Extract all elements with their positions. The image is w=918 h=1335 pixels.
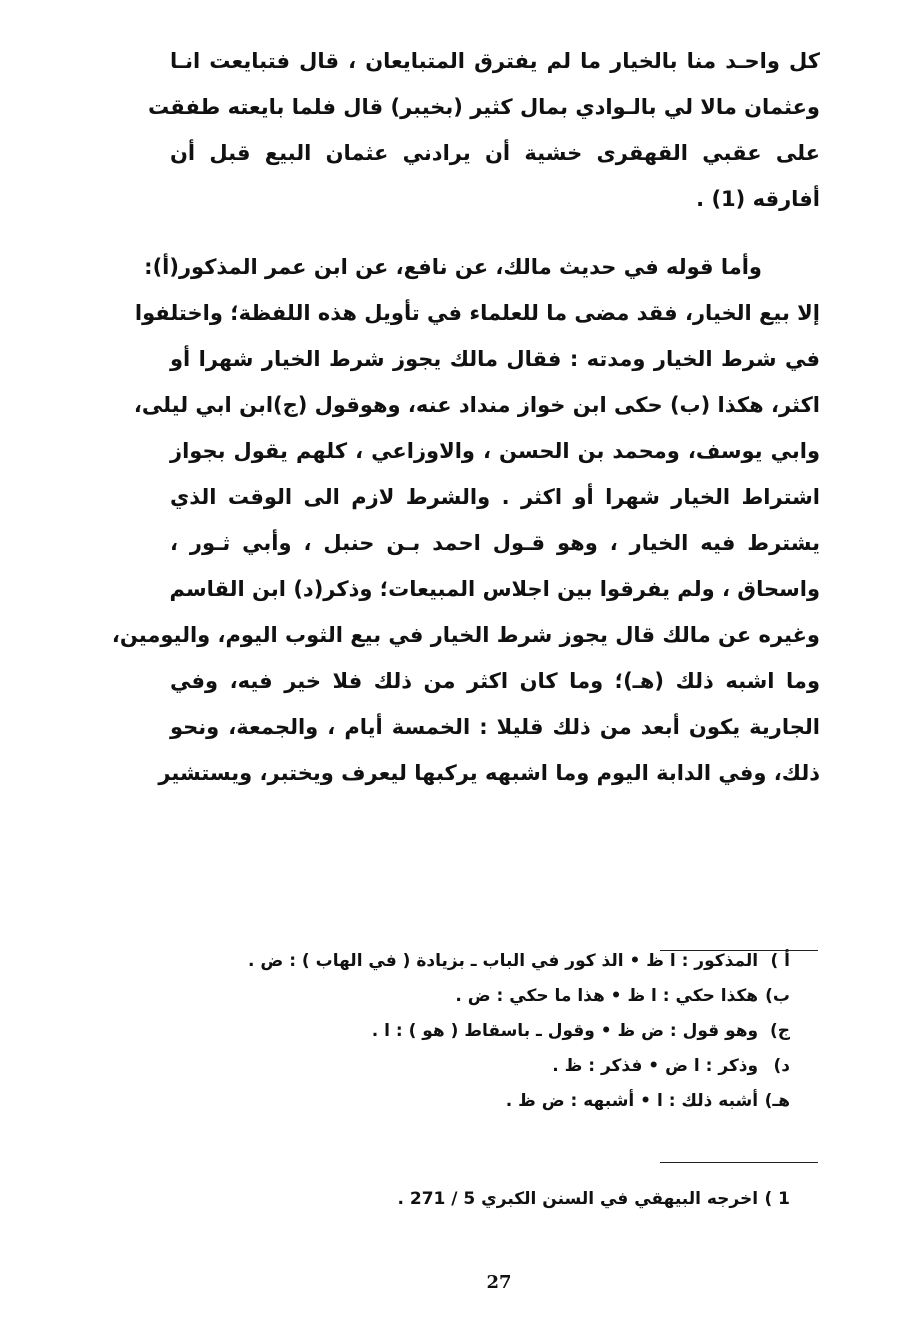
text-line: واسحاق ، ولم يفرقوا بين اجلاس المبيعات؛ وذكر(د) ابن القاسم	[169, 577, 820, 601]
note-mark: 1 )	[764, 1189, 790, 1209]
variant-note	[170, 1084, 790, 1119]
text-line: اكثر، هكذا (ب) حكى ابن خواز منداد عنه، وهوقول (ج)ابن ابي ليلى،	[133, 393, 820, 417]
text-line: يشترط فيه الخيار ، وهو قـول احمد بـن حنبل ، وأبي ثـور ،	[170, 531, 820, 555]
page-number: 27	[486, 1272, 512, 1293]
footnote-divider	[660, 1162, 818, 1163]
note-mark: د)	[773, 1056, 790, 1076]
variant-note	[170, 1014, 790, 1049]
variant-note	[170, 979, 790, 1014]
text-line: وغيره عن مالك قال يجوز شرط الخيار في بيع الثوب اليوم، واليومين،	[111, 623, 820, 647]
text-line: وما اشبه ذلك (هـ)؛ وما كان اكثر من ذلك فلا خير فيه، وفي	[170, 669, 820, 693]
note-text: أشبه ذلك : ا • أشبهه : ض ظ .	[505, 1091, 759, 1111]
text-line: ذلك، وفي الدابة اليوم وما اشبهه يركبها ليعرف ويختبر، ويستشير	[158, 761, 820, 785]
text-line: في شرط الخيار ومدته : فقال مالك يجوز شرط الخيار شهرا أو	[170, 347, 820, 371]
paragraph-1	[148, 38, 820, 222]
note-text: وهو قول : ض ظ • وقول ـ باسقاط ( هو ) : ا .	[371, 1021, 759, 1041]
text-line: وابي يوسف، ومحمد بن الحسن ، والاوزاعي ، كلهم يقول بجواز	[170, 439, 820, 463]
paragraph-2	[111, 244, 820, 796]
note-text: اخرجه البيهقي في السنن الكبري 5 / 271 .	[397, 1189, 759, 1209]
text-line: على عقبي القهقرى خشية أن يرادني عثمان البيع قبل أن	[170, 141, 820, 165]
variant-note	[170, 1049, 790, 1084]
text-line: أفارقه (1) .	[696, 187, 820, 211]
variant-notes	[170, 944, 790, 1119]
text-line: إلا بيع الخيار، فقد مضى ما للعلماء في تأويل هذه اللفظة؛ واختلفوا	[134, 301, 820, 325]
text-line: وأما قوله في حديث مالك، عن نافع، عن ابن عمر المذكور(أ):	[144, 255, 762, 279]
variant-note	[170, 944, 790, 979]
reference-note	[300, 1182, 790, 1217]
text-line: الجارية يكون أبعد من ذلك قليلا : الخمسة أيام ، والجمعة، ونحو	[170, 715, 820, 739]
note-mark: هـ)	[764, 1091, 790, 1111]
text-line: اشتراط الخيار شهرا أو اكثر . والشرط لازم الى الوقت الذي	[170, 485, 820, 509]
note-text: المذكور : ا ظ • الذ كور في الباب ـ بزيادة ( في الهاب ) : ض .	[248, 951, 759, 971]
note-text: وذكر : ا ض • فذكر : ظ .	[552, 1056, 759, 1076]
note-mark: ب)	[765, 986, 790, 1006]
text-line: كل واحـد منا بالخيار ما لم يفترق المتبايعان ، قال فتبايعت انـا	[170, 49, 820, 73]
note-text: هكذا حكي : ا ظ • هذا ما حكي : ض .	[455, 986, 759, 1006]
note-mark: أ )	[770, 951, 790, 971]
note-mark: ج)	[769, 1021, 790, 1041]
text-line: وعثمان مالا لي بالـوادي بمال كثير (بخيبر) قال فلما بايعته طفقت	[148, 95, 820, 119]
